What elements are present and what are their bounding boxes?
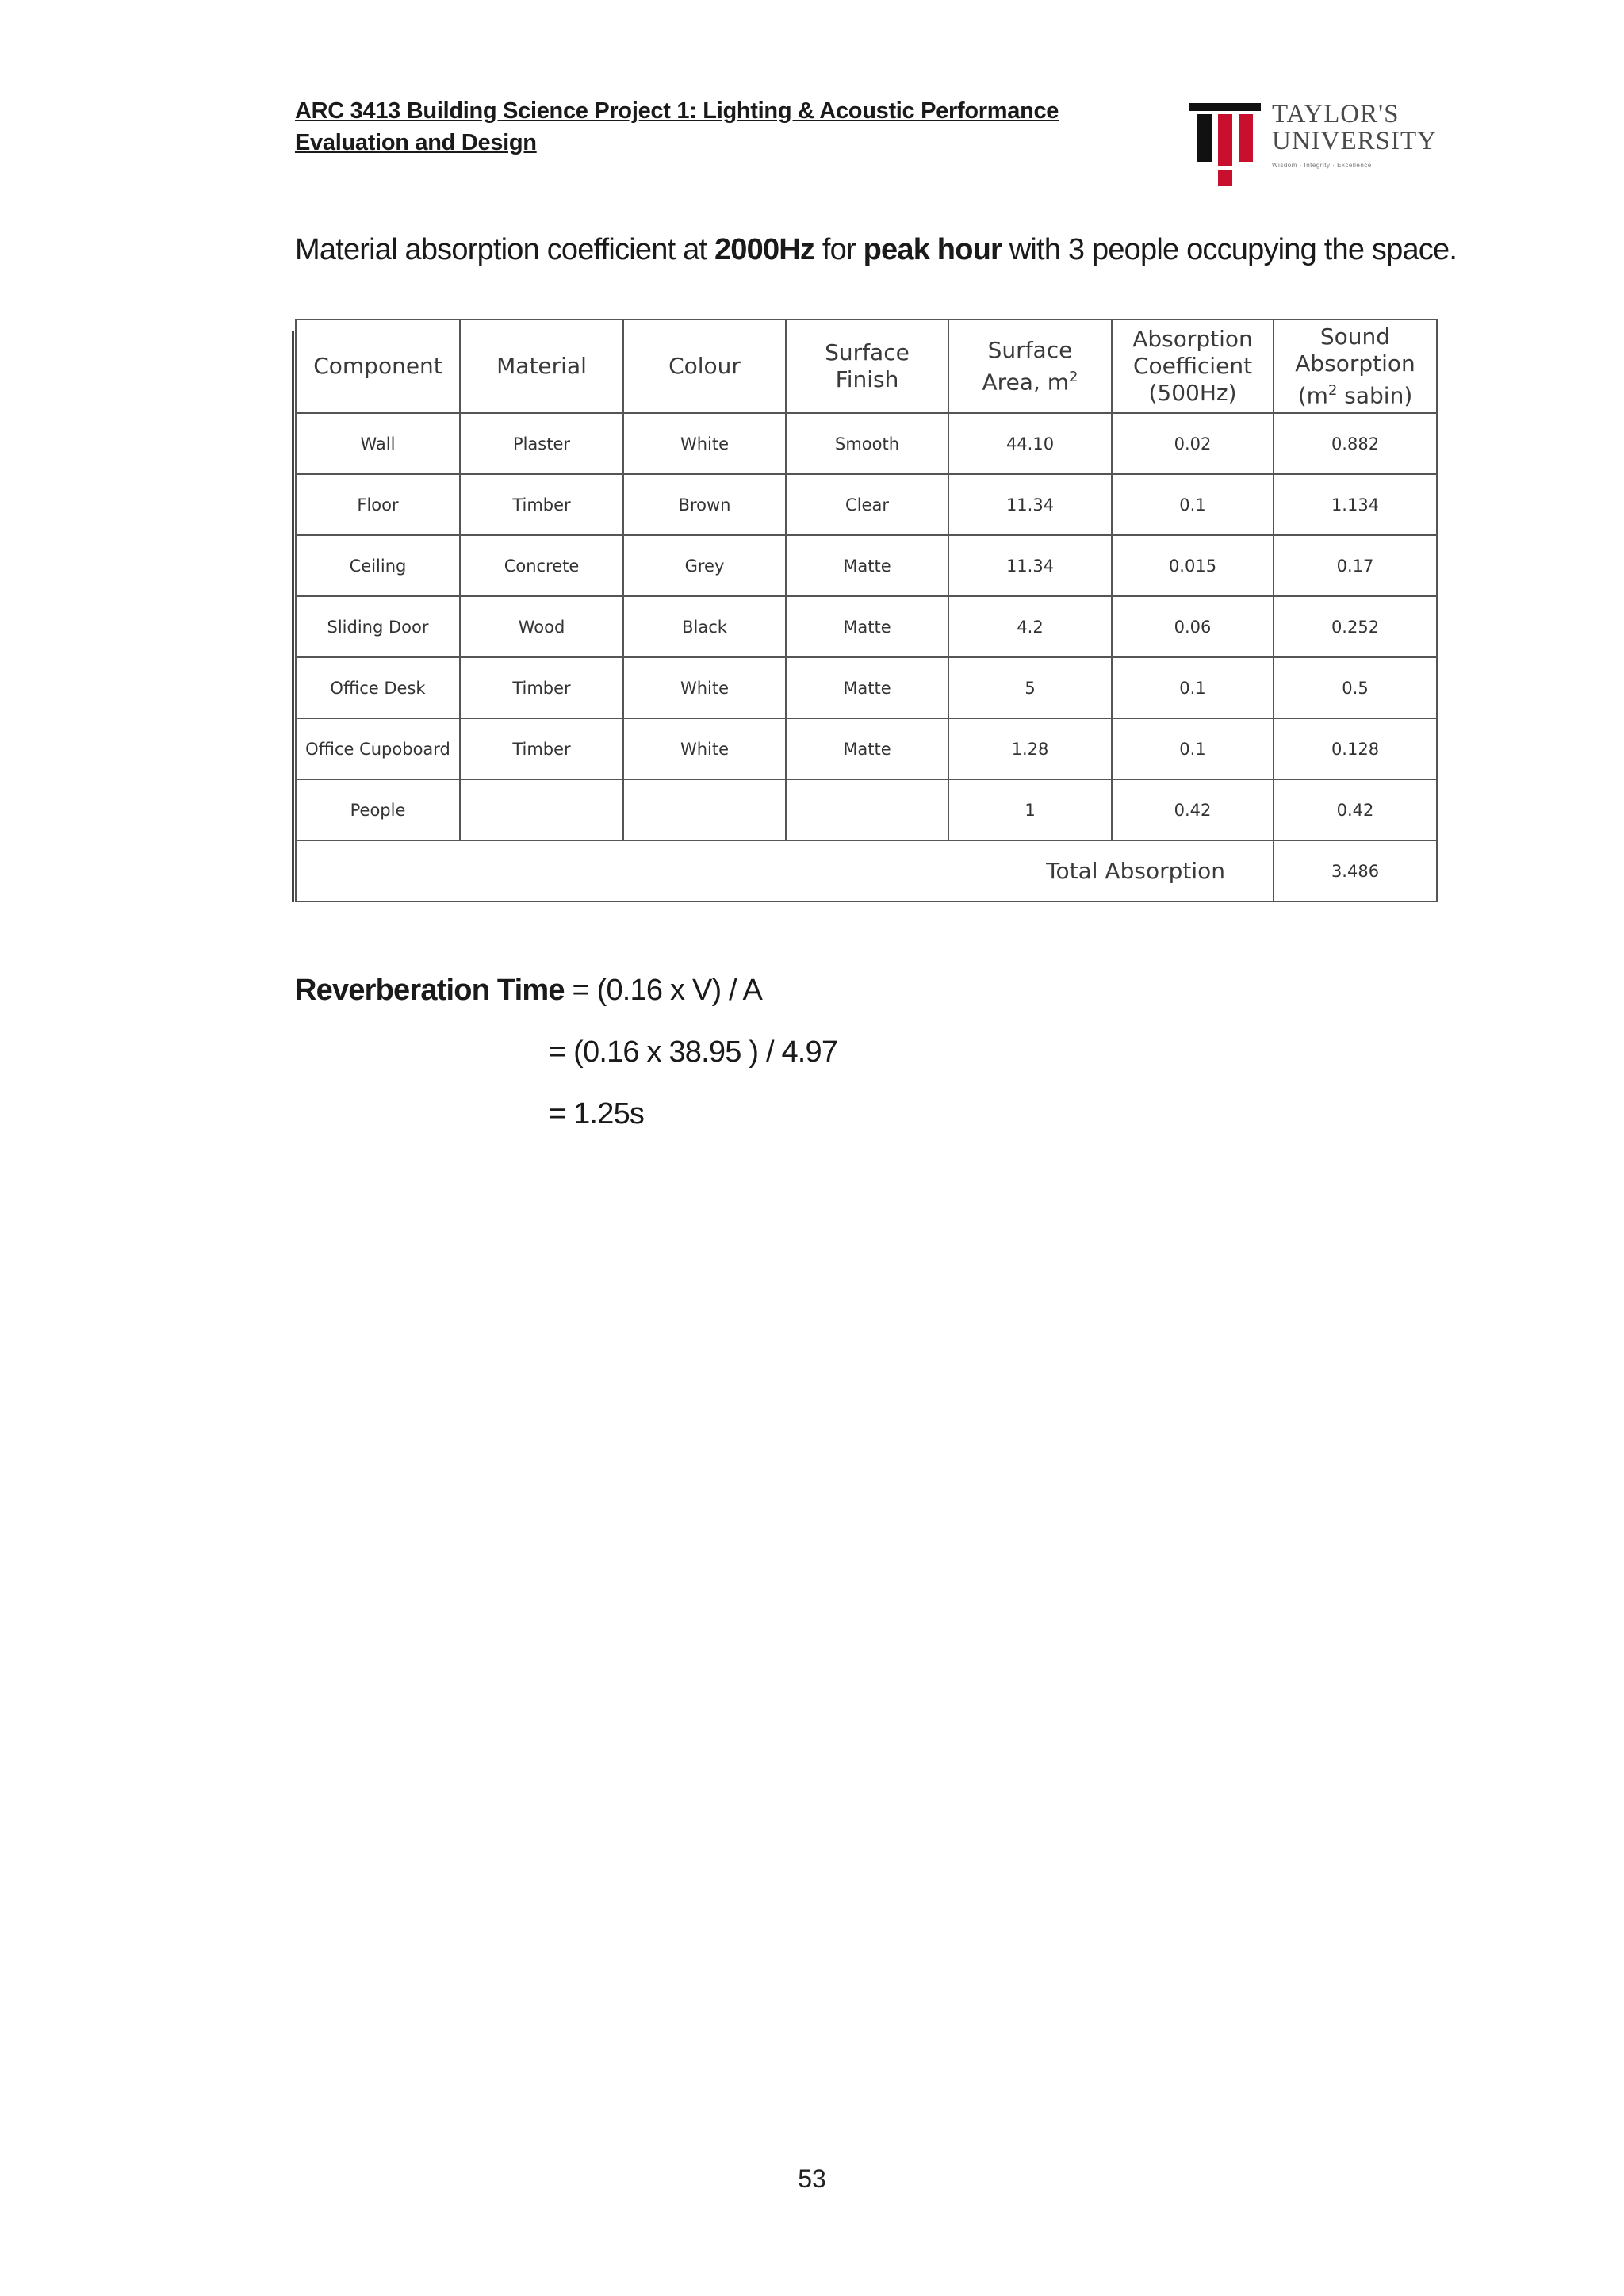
cell-finish: Matte: [786, 535, 948, 596]
header-surface-area: [948, 320, 1112, 413]
cell-area: 44.10: [948, 413, 1112, 474]
cell-area: 11.34: [948, 535, 1112, 596]
cell-finish: Matte: [786, 596, 948, 657]
header-finish-line2: Finish: [835, 366, 899, 392]
table-body: [296, 413, 1437, 840]
header-finish-line1: Surface: [825, 339, 910, 365]
header-abs-pre: (m: [1297, 382, 1328, 409]
header-sound-absorption: [1274, 320, 1437, 413]
cell-component: Ceiling: [296, 535, 460, 596]
header-title-line2: Evaluation and Design: [295, 130, 537, 155]
reverberation-formula: [295, 974, 762, 1008]
header-abs-line3: [1274, 377, 1436, 409]
cell-absorption: 0.17: [1274, 535, 1437, 596]
cell-coefficient: 0.1: [1112, 474, 1274, 535]
cell-absorption: 1.134: [1274, 474, 1437, 535]
reverberation-label: Reverberation Time: [295, 974, 565, 1007]
cell-colour: Grey: [623, 535, 786, 596]
logo-name-line2: UNIVERSITY: [1272, 127, 1437, 155]
taylors-university-logo: [1189, 98, 1437, 193]
header-coef-line2: Coefficient: [1132, 353, 1253, 379]
table-row: [296, 535, 1437, 596]
cell-area: 4.2: [948, 596, 1112, 657]
cell-colour: Brown: [623, 474, 786, 535]
cell-absorption: 0.252: [1274, 596, 1437, 657]
absorption-table: [295, 319, 1438, 902]
cell-finish: [786, 779, 948, 840]
cell-component: Office Cupoboard: [296, 718, 460, 779]
header-area-text: Area, m: [982, 369, 1070, 396]
header-title-line1: ARC 3413 Building Science Project 1: Lighting & Acoustic Performance: [295, 98, 1059, 124]
intro-part2: for: [814, 233, 864, 266]
cell-absorption: 0.882: [1274, 413, 1437, 474]
cell-area: 5: [948, 657, 1112, 718]
cell-finish: Matte: [786, 657, 948, 718]
cell-coefficient: 0.1: [1112, 718, 1274, 779]
cell-absorption: 0.128: [1274, 718, 1437, 779]
cell-colour: [623, 779, 786, 840]
cell-finish: Smooth: [786, 413, 948, 474]
cell-material: Concrete: [460, 535, 623, 596]
table-row: [296, 779, 1437, 840]
table-row: [296, 596, 1437, 657]
intro-part1: Material absorption coefficient at: [295, 233, 714, 266]
logo-name-line1: TAYLOR'S: [1272, 100, 1400, 128]
cell-colour: White: [623, 718, 786, 779]
cell-absorption: 0.5: [1274, 657, 1437, 718]
cell-coefficient: 0.42: [1112, 779, 1274, 840]
header-coef-line3: (500Hz): [1148, 380, 1237, 406]
total-absorption-label: Total Absorption: [296, 840, 1274, 901]
header-abs-line1: Sound: [1320, 323, 1391, 350]
reverberation-step1: = (0.16 x 38.95 ) / 4.97: [549, 1035, 838, 1069]
reverberation-result: = 1.25s: [549, 1097, 645, 1131]
cell-material: [460, 779, 623, 840]
header-material: Material: [460, 320, 623, 413]
cell-area: 11.34: [948, 474, 1112, 535]
cell-coefficient: 0.015: [1112, 535, 1274, 596]
cell-material: Timber: [460, 657, 623, 718]
header-area-line1: Surface: [987, 336, 1073, 363]
cell-material: Wood: [460, 596, 623, 657]
reverberation-formula-text: = (0.16 x V) / A: [564, 974, 763, 1007]
logo-tagline: Wisdom · Integrity · Excellence: [1272, 162, 1372, 169]
cell-material: Timber: [460, 474, 623, 535]
cell-component: Sliding Door: [296, 596, 460, 657]
cell-finish: Matte: [786, 718, 948, 779]
header-abs-line2: Absorption: [1295, 350, 1415, 377]
cell-finish: Clear: [786, 474, 948, 535]
cell-material: Plaster: [460, 413, 623, 474]
table-row: [296, 718, 1437, 779]
cell-coefficient: 0.06: [1112, 596, 1274, 657]
cell-component: People: [296, 779, 460, 840]
header-area-sup: 2: [1069, 368, 1078, 385]
cell-colour: White: [623, 413, 786, 474]
header-surface-finish: [786, 320, 948, 413]
intro-period: peak hour: [863, 233, 1002, 266]
table-left-edge: [292, 331, 294, 902]
absorption-table-container: [295, 319, 1438, 902]
cell-colour: Black: [623, 596, 786, 657]
cell-coefficient: 0.02: [1112, 413, 1274, 474]
cell-area: 1: [948, 779, 1112, 840]
table-row: [296, 657, 1437, 718]
cell-area: 1.28: [948, 718, 1112, 779]
total-absorption-value: 3.486: [1274, 840, 1437, 901]
cell-component: Wall: [296, 413, 460, 474]
cell-material: Timber: [460, 718, 623, 779]
university-crest-icon: [1189, 98, 1261, 187]
header-absorption-coefficient: [1112, 320, 1274, 413]
total-row: [296, 840, 1437, 901]
header-coef-line1: Absorption: [1132, 326, 1253, 352]
document-header: [295, 95, 1088, 159]
table-row: [296, 474, 1437, 535]
cell-absorption: 0.42: [1274, 779, 1437, 840]
page-number: 53: [798, 2164, 826, 2193]
table-row: [296, 413, 1437, 474]
cell-colour: White: [623, 657, 786, 718]
cell-coefficient: 0.1: [1112, 657, 1274, 718]
header-area-line2: [949, 364, 1111, 396]
table-header-row: [296, 320, 1437, 413]
intro-part3: with 3 people occupying the space.: [1002, 233, 1457, 266]
header-component: Component: [296, 320, 460, 413]
intro-sentence: [295, 230, 1484, 270]
cell-component: Floor: [296, 474, 460, 535]
cell-component: Office Desk: [296, 657, 460, 718]
header-abs-sup: 2: [1327, 381, 1338, 399]
intro-frequency: 2000Hz: [714, 233, 815, 266]
header-abs-post: sabin): [1337, 382, 1413, 409]
header-colour: Colour: [623, 320, 786, 413]
